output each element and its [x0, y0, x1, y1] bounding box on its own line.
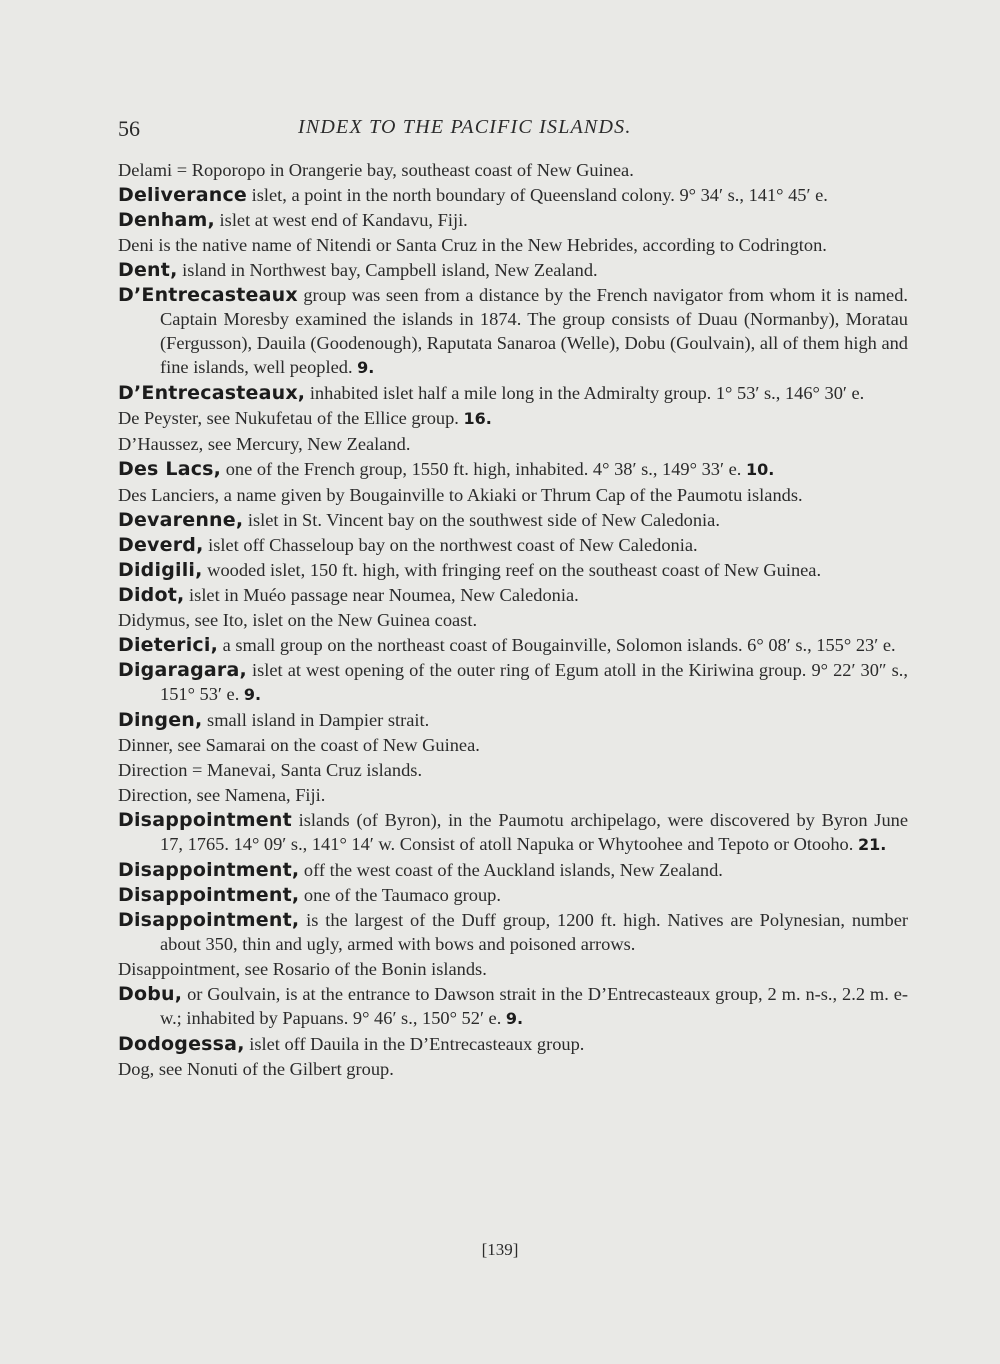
index-entry — [118, 783, 908, 807]
entry-text: group was seen from a distance by the French navigator from whom it is named. Captain Moresby examined the islands in 1874. The group consists of Duau (Normanby), Moratau (Fergusson), Dauila (Goodenough), Raputata Sanaroa (Welle), Dobu (Goulvain), all of them high and fine islands, well peopled. — [160, 285, 908, 377]
map-reference: 9. — [243, 685, 262, 704]
index-entry — [118, 381, 908, 405]
index-entry — [118, 658, 908, 707]
entry-text: small island in Dampier strait. — [202, 710, 430, 730]
entry-text: one of the French group, 1550 ft. high, inhabited. 4° 38′ s., 149° 33′ e. — [221, 459, 746, 479]
headword: Disappointment, — [118, 859, 300, 881]
index-entry — [118, 733, 908, 757]
entry-text: islet in Muéo passage near Noumea, New Caledonia. — [184, 585, 579, 605]
index-entry — [118, 258, 908, 282]
entry-text: inhabited islet half a mile long in the Admiralty group. 1° 53′ s., 146° 30′ e. — [305, 383, 865, 403]
headword: Digaragara, — [118, 659, 247, 681]
entry-text: one of the Taumaco group. — [299, 885, 501, 905]
index-entry — [118, 858, 908, 882]
entry-text: D’Haussez, see Mercury, New Zealand. — [118, 434, 411, 454]
page-header — [118, 112, 918, 148]
index-entries — [118, 158, 908, 1082]
headword: Didigili, — [118, 559, 203, 581]
entry-text: islet off Dauila in the D’Entrecasteaux group. — [244, 1034, 585, 1054]
index-entry — [118, 583, 908, 607]
entry-text: Dinner, see Samarai on the coast of New Guinea. — [118, 735, 480, 755]
index-entry — [118, 158, 908, 182]
entry-text: islet, a point in the north boundary of Queensland colony. 9° 34′ s., 141° 45′ e. — [247, 185, 828, 205]
entry-text: islet at west end of Kandavu, Fiji. — [214, 210, 468, 230]
index-entry — [118, 283, 908, 380]
entry-text: islet off Chasseloup bay on the northwest coast of New Caledonia. — [203, 535, 698, 555]
map-reference: 21. — [857, 835, 887, 854]
headword: Dieterici, — [118, 634, 219, 656]
index-entry — [118, 608, 908, 632]
entry-text: wooded islet, 150 ft. high, with fringing reef on the southeast coast of New Guinea. — [202, 560, 822, 580]
map-reference: 10. — [745, 460, 775, 479]
index-entry — [118, 208, 908, 232]
index-entry — [118, 808, 908, 857]
map-reference: 9. — [505, 1009, 524, 1028]
index-entry — [118, 957, 908, 981]
entry-text: islet in St. Vincent bay on the southwest side of New Caledonia. — [243, 510, 720, 530]
index-entry — [118, 883, 908, 907]
entry-text: islet at west opening of the outer ring of Egum atoll in the Kiriwina group. 9° 22′ 30″ s., 151° 53′ e. — [160, 660, 908, 704]
headword: Denham, — [118, 209, 215, 231]
headword: Dodogessa, — [118, 1033, 245, 1055]
entry-text: Disappointment, see Rosario of the Bonin islands. — [118, 959, 487, 979]
index-entry — [118, 1032, 908, 1056]
index-entry — [118, 183, 908, 207]
headword: Des Lacs, — [118, 458, 222, 480]
headword: Deliverance — [118, 184, 248, 206]
entry-text: a small group on the northeast coast of Bougainville, Solomon islands. 6° 08′ s., 155° 23′ e. — [218, 635, 896, 655]
entry-text: islands (of Byron), in the Paumotu archipelago, were discovered by Byron June 17, 1765. 14° 09′ s., 141° 14′ w. Consist of atoll Napuka or Whytoohee and Tepoto or Otooho. — [160, 810, 908, 854]
headword: Didot, — [118, 584, 185, 606]
signature-mark: [139] — [481, 1240, 519, 1259]
running-title: INDEX TO THE PACIFIC ISLANDS. — [298, 116, 632, 138]
headword: Disappointment — [118, 809, 292, 831]
headword: Dingen, — [118, 709, 203, 731]
page-number: 56 — [118, 116, 140, 141]
entry-text: Deni is the native name of Nitendi or Santa Cruz in the New Hebrides, according to Codrington. — [118, 235, 827, 255]
entry-text: or Goulvain, is at the entrance to Dawson strait in the D’Entrecasteaux group, 2 m. n-s., 2.2 m. e-w.; inhabited by Papuans. 9° 46′ s., 150° 52′ e. — [160, 984, 908, 1028]
entry-text: off the west coast of the Auckland islands, New Zealand. — [299, 860, 723, 880]
headword: Deverd, — [118, 534, 204, 556]
entry-text: is the largest of the Duff group, 1200 ft. high. Natives are Polynesian, number about 350, thin and ugly, armed with bows and poisoned arrows. — [160, 910, 908, 954]
entry-text: De Peyster, see Nukufetau of the Ellice group. — [118, 408, 464, 428]
index-entry — [118, 483, 908, 507]
index-entry — [118, 633, 908, 657]
entry-text: Didymus, see Ito, islet on the New Guinea coast. — [118, 610, 478, 630]
headword: Dent, — [118, 259, 178, 281]
index-entry — [118, 457, 908, 482]
map-reference: 9. — [357, 358, 375, 377]
map-reference: 16. — [463, 409, 492, 428]
index-entry — [118, 533, 908, 557]
headword: D’Entrecasteaux — [118, 284, 298, 306]
index-entry — [118, 908, 908, 956]
index-entry — [118, 708, 908, 732]
index-entry — [118, 233, 908, 257]
index-entry — [118, 1057, 908, 1081]
entry-text: Des Lanciers, a name given by Bougainville to Akiaki or Thrum Cap of the Paumotu islands. — [118, 485, 803, 505]
headword: Dobu, — [118, 983, 183, 1005]
headword: Devarenne, — [118, 509, 244, 531]
entry-text: Dog, see Nonuti of the Gilbert group. — [118, 1059, 394, 1079]
index-entry — [118, 432, 908, 456]
entry-text: Delami = Roporopo in Orangerie bay, southeast coast of New Guinea. — [118, 160, 634, 180]
headword: Disappointment, — [118, 884, 300, 906]
entry-text: Direction, see Namena, Fiji. — [118, 785, 326, 805]
index-entry — [118, 508, 908, 532]
index-entry — [118, 406, 908, 431]
index-entry — [118, 758, 908, 782]
index-entry — [118, 982, 908, 1031]
headword: Disappointment, — [118, 909, 300, 931]
entry-text: Direction = Manevai, Santa Cruz islands. — [118, 760, 423, 780]
entry-text: island in Northwest bay, Campbell island, New Zealand. — [177, 260, 598, 280]
headword: D’Entrecasteaux, — [118, 382, 306, 404]
index-entry — [118, 558, 908, 582]
